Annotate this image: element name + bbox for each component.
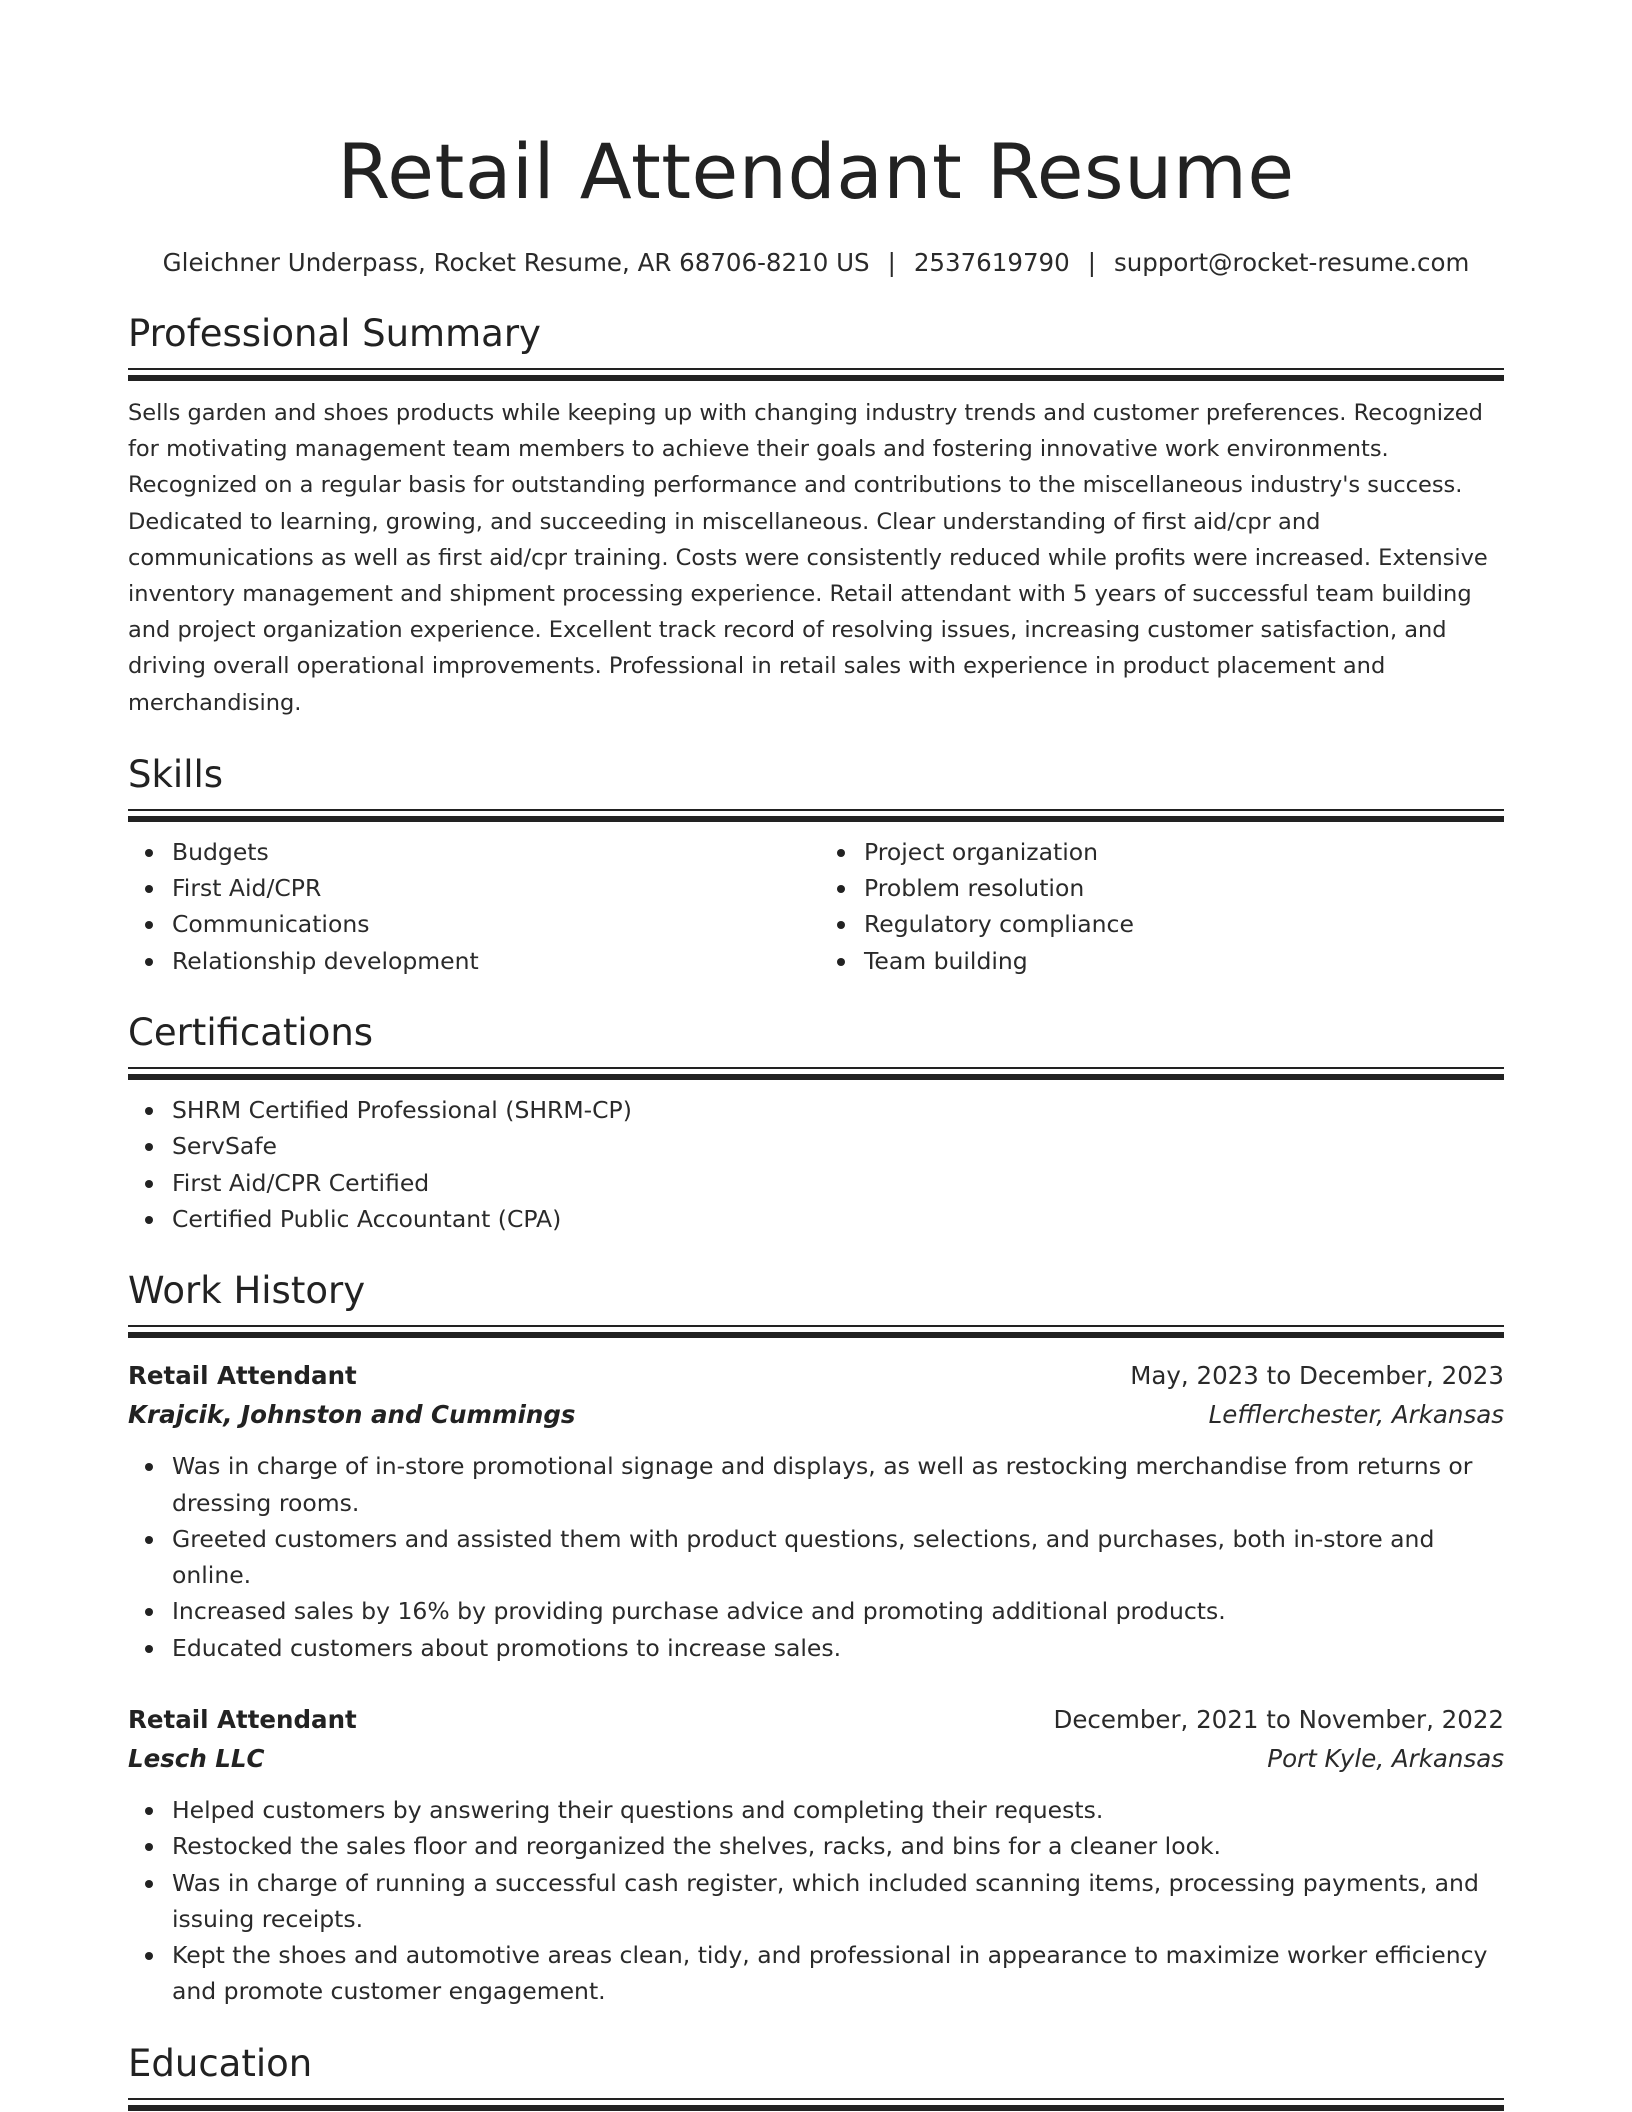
job-title: Retail Attendant (128, 1704, 357, 1734)
contact-line (128, 246, 1504, 280)
resume-title: Retail Attendant Resume (337, 127, 1295, 216)
job-dates: May, 2023 to December, 2023 (1130, 1361, 1504, 1391)
contact-phone: 2537619790 (913, 248, 1070, 277)
list-item: Kept the shoes and automotive areas clean, tidy, and professional in appearance to maximize worker efficiency and promote customer engagement. (128, 1937, 1504, 2010)
list-item: Restocked the sales floor and reorganized the shelves, racks, and bins for a cleaner look. (128, 1828, 1504, 1864)
list-item: Team building (816, 943, 1504, 979)
section-divider (128, 1325, 1504, 1338)
job-title: Retail Attendant (128, 1361, 357, 1391)
job-duties-list (128, 1448, 1504, 1666)
contact-email: support@rocket-resume.com (1113, 248, 1470, 277)
job-company-row (128, 1739, 1504, 1778)
education-heading: Education (128, 2041, 313, 2085)
skills-section (128, 751, 1504, 979)
skills-heading: Skills (128, 752, 224, 796)
list-item: Budgets (128, 834, 816, 870)
list-item: First Aid/CPR Certified (128, 1165, 1504, 1201)
summary-section (128, 310, 1504, 721)
list-item: Relationship development (128, 943, 816, 979)
job-header-row (128, 1356, 1504, 1395)
list-item: Regulatory compliance (816, 906, 1504, 942)
list-item: Helped customers by answering their questions and completing their requests. (128, 1792, 1504, 1828)
education-section (128, 2040, 1504, 2111)
list-item: Project organization (816, 834, 1504, 870)
job-location: Lefflerchester, Arkansas (1208, 1400, 1504, 1430)
certifications-list (128, 1092, 1504, 1237)
list-item: Greeted customers and assisted them with product questions, selections, and purchases, both in-store and online. (128, 1521, 1504, 1594)
list-item: SHRM Certified Professional (SHRM-CP) (128, 1092, 1504, 1128)
job-company: Krajcik, Johnston and Cummings (128, 1400, 576, 1430)
certifications-section (128, 1009, 1504, 1237)
summary-heading: Professional Summary (128, 312, 541, 355)
skills-list-left (128, 834, 816, 979)
list-item: Communications (128, 906, 816, 942)
skills-columns (128, 822, 1504, 979)
job-entry (128, 1356, 1504, 1666)
list-item: Increased sales by 16% by providing purchase advice and promoting additional products. (128, 1593, 1504, 1629)
section-divider (128, 809, 1504, 822)
list-item: First Aid/CPR (128, 870, 816, 906)
work-history-section (128, 1267, 1504, 2010)
certifications-heading: Certifications (128, 1011, 374, 1055)
list-item: Was in charge of in-store promotional signage and displays, as well as restocking merchandise from returns or dressing rooms. (128, 1448, 1504, 1521)
list-item: Educated customers about promotions to increase sales. (128, 1630, 1504, 1666)
section-divider (128, 2098, 1504, 2111)
work-history-heading: Work History (128, 1269, 366, 1313)
contact-separator: | (1087, 248, 1096, 277)
list-item: ServSafe (128, 1128, 1504, 1164)
job-company-row (128, 1395, 1504, 1434)
job-location: Port Kyle, Arkansas (1267, 1743, 1504, 1773)
section-divider (128, 368, 1504, 381)
job-header-row (128, 1700, 1504, 1739)
job-entry (128, 1700, 1504, 2010)
list-item: Was in charge of running a successful cash register, which included scanning items, processing payments, and issuing receipts. (128, 1865, 1504, 1938)
resume-page (128, 120, 1504, 2111)
job-dates: December, 2021 to November, 2022 (1053, 1704, 1504, 1734)
job-company: Lesch LLC (128, 1743, 265, 1773)
contact-address: Gleichner Underpass, Rocket Resume, AR 68706-8210 US (162, 248, 870, 277)
skills-list-right (816, 834, 1504, 979)
contact-separator: | (887, 248, 896, 277)
section-divider (128, 1067, 1504, 1080)
list-item: Problem resolution (816, 870, 1504, 906)
list-item: Certified Public Accountant (CPA) (128, 1201, 1504, 1237)
job-duties-list (128, 1792, 1504, 2010)
summary-text: Sells garden and shoes products while keeping up with changing industry trends and customer preferences. Recognized for motivating management team members to achieve their goals and fostering innovative work environments. Recognized on a regular basis for outstanding performance and contributions to the miscellaneous industry's success. Dedicated to learning, growing, and succeeding in miscellaneous. Clear understanding of first aid/cpr and communications as well as first aid/cpr training. Costs were consistently reduced while profits were increased. Extensive inventory management and shipment processing experience. Retail attendant with 5 years of successful team building and project organization experience. Excellent track record of resolving issues, increasing customer satisfaction, and driving overall operational improvements. Professional in retail sales with experience in product placement and merchandising. (128, 400, 1488, 716)
